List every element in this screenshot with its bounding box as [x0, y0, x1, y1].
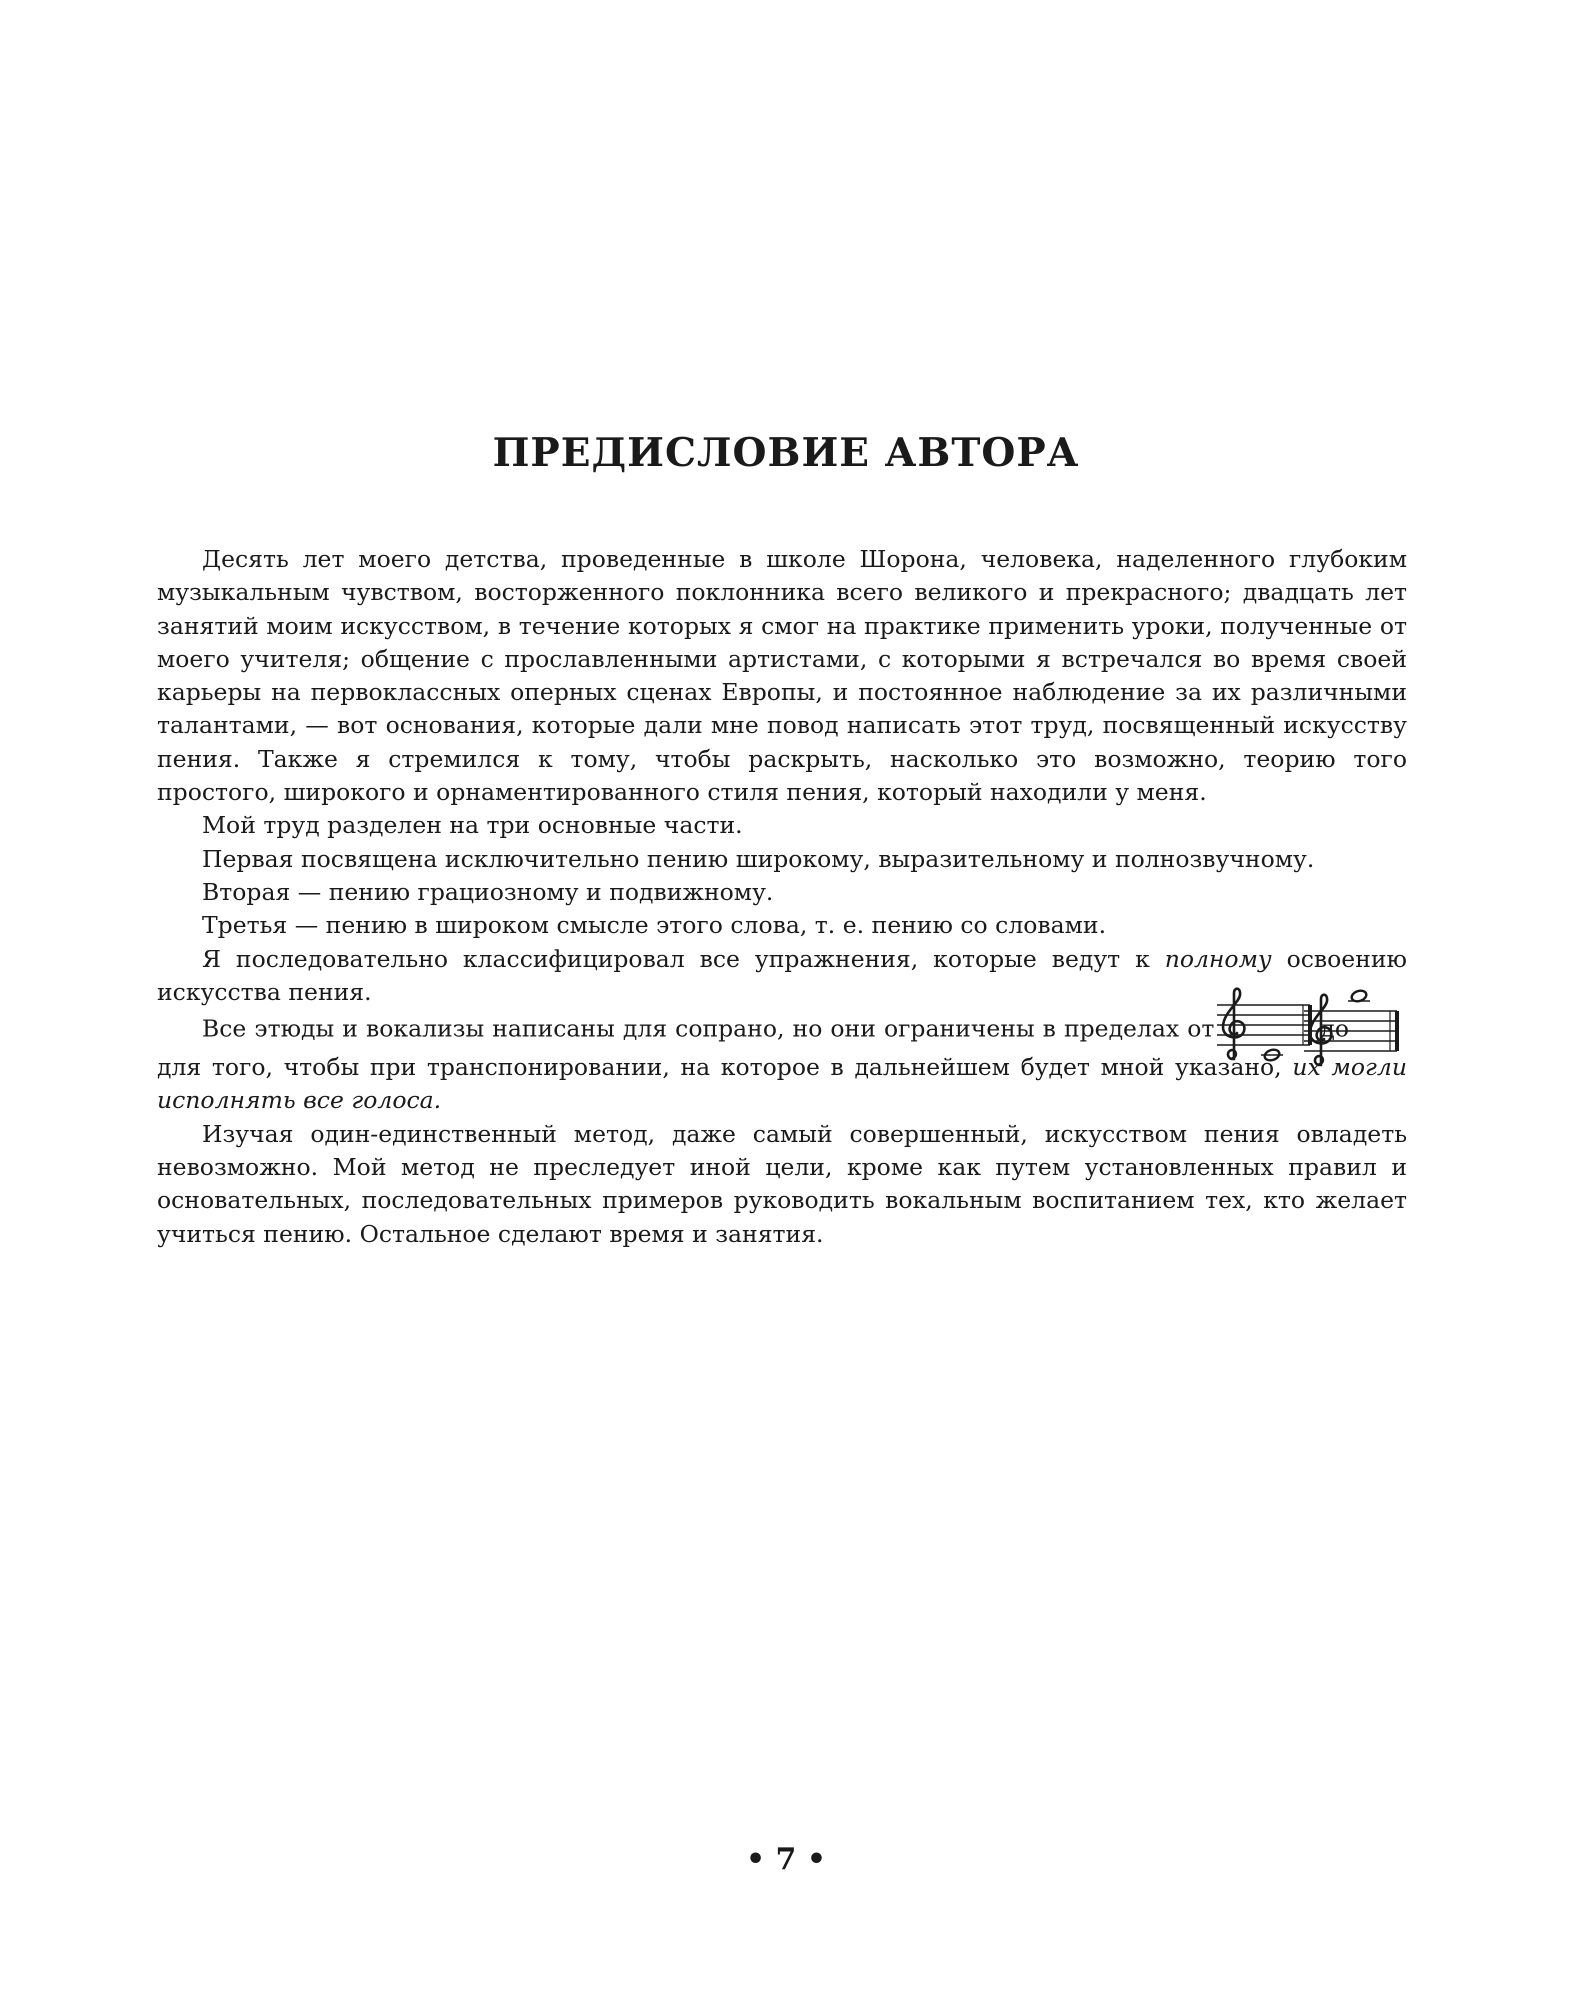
- exercises-text-end: освоению искусства пения.: [157, 944, 1407, 1006]
- page-title: ПРЕДИСЛОВИЕ АВТОРА: [492, 430, 1080, 476]
- treble-clef-low-c-icon: [1217, 987, 1317, 1069]
- paragraph-part-two: Вторая — пению грациозному и подвижному.: [202, 877, 774, 906]
- paragraph-range: [157, 1009, 1407, 1118]
- staff-high-note: [1304, 987, 1404, 1069]
- paragraph-three-parts: Мой труд разделен на три основные части.: [202, 811, 743, 840]
- exercises-emphasis: полному: [1164, 944, 1272, 973]
- exercises-text-start: Я последовательно классифицировал все упражнения, которые ведут к: [202, 944, 1165, 973]
- range-text-end: для того, чтобы при транспонировании, на которое в дальнейшем будет мной указано,: [157, 1053, 1282, 1082]
- staff-low-note: [1217, 987, 1317, 1069]
- preface-body: [157, 543, 1407, 1251]
- paragraph-intro: Десять лет моего детства, проведенные в школе Шорона, человека, наделенного глубоким музыкальным чувством, восторженного поклонника всего великого и прекрасного; двадцать лет занятий моим искусством, в течение которых я смог на практике применить уроки, полученные от моего учителя; общение с прославленными артистами, с которыми я встречался во время своей карьеры на первоклассных оперных сценах Европы, и постоянное наблюдение за их различными талантами, — вот основания, которые дали мне повод написать этот труд, посвященный искусству пения. Также я стремился к тому, чтобы раскрыть, насколько это возможно, теорию того простого, широкого и орнаментированного стиля пения, который находили у меня.: [157, 545, 1407, 807]
- range-text-to: до: [1320, 1014, 1349, 1043]
- paragraph-part-one: Первая посвящена исключительно пению широкому, выразительному и полнозвучному.: [202, 844, 1315, 873]
- paragraph-method: Изучая один-единственный метод, даже самый совершенный, искусством пения овладеть невозможно. Мой метод не преследует иной цели, кроме как путем установленных правил и основательных, последовательных примеров руководить вокальным воспитанием тех, кто желает учиться пению. Остальное сделают время и занятия.: [157, 1119, 1407, 1248]
- paragraph-part-three: Третья — пению в широком смысле этого слова, т. е. пению со словами.: [202, 911, 1107, 940]
- range-text-start: Все этюды и вокализы написаны для сопрано, но они ограничены в пределах от: [202, 1014, 1215, 1043]
- page-number: • 7 •: [745, 1842, 827, 1877]
- treble-clef-high-a-icon: [1304, 987, 1404, 1069]
- range-emphasis: их могли исполнять все голоса.: [157, 1053, 1407, 1115]
